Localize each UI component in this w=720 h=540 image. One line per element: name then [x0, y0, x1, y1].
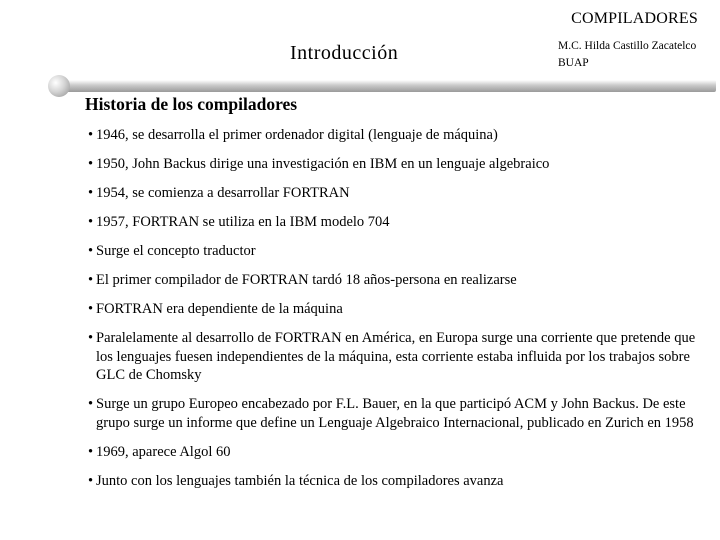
bullet-text: 1946, se desarrolla el primer ordenador digital (lenguaje de máquina): [96, 127, 498, 143]
bullet-item: [88, 395, 710, 432]
divider-bar: [58, 80, 716, 92]
bullet-text: 1957, FORTRAN se utiliza en la IBM modelo 704: [96, 214, 390, 230]
bullet-text: Surge el concepto traductor: [96, 243, 256, 259]
course-title: COMPILADORES: [571, 10, 698, 27]
bullet-text: 1954, se comienza a desarrollar FORTRAN: [96, 185, 350, 201]
bullet-text: 1950, John Backus dirige una investigación en IBM en un lenguaje algebraico: [96, 156, 550, 172]
bullet-item: [88, 155, 710, 174]
author-institution: BUAP: [558, 57, 589, 69]
bullet-text: Junto con los lenguajes también la técnica de los compiladores avanza: [96, 472, 504, 489]
slide-heading: Historia de los compiladores: [85, 94, 298, 114]
bullet-item: [88, 126, 710, 145]
bullet-text: Surge un grupo Europeo encabezado por F.L. Bauer, en la que participó ACM y John Backus. De este grupo surge un informe que define un Lenguaje Algebraico Internacional, publicado en Zurich en 1958: [96, 396, 694, 431]
bullet-item: [88, 184, 710, 203]
bullet-item: [88, 242, 710, 261]
bullet-text: Paralelamente al desarrollo de FORTRAN en América, en Europa surge una corriente que pretende que los lenguajes fuesen independientes de la máquina, esta corriente estaba influida por los trabajos sobre GLC de Chomsky: [96, 330, 696, 383]
divider-bar-cap: [48, 75, 70, 97]
bullet-item: [88, 300, 710, 319]
author-name: M.C. Hilda Castillo Zacatelco: [558, 40, 697, 52]
bullet-list: [88, 126, 710, 501]
bullet-text: El primer compilador de FORTRAN tardó 18 años-persona en realizarse: [96, 272, 517, 288]
bullet-item: [88, 443, 710, 462]
author-block: [558, 38, 718, 72]
bullet-item: [88, 329, 710, 385]
bullet-item: [88, 472, 710, 491]
section-title: Introducción: [290, 42, 399, 64]
bullet-text: 1969, aparece Algol 60: [96, 443, 231, 460]
bullet-item: [88, 213, 710, 232]
bullet-item: [88, 271, 710, 290]
bullet-text: FORTRAN era dependiente de la máquina: [96, 301, 343, 317]
